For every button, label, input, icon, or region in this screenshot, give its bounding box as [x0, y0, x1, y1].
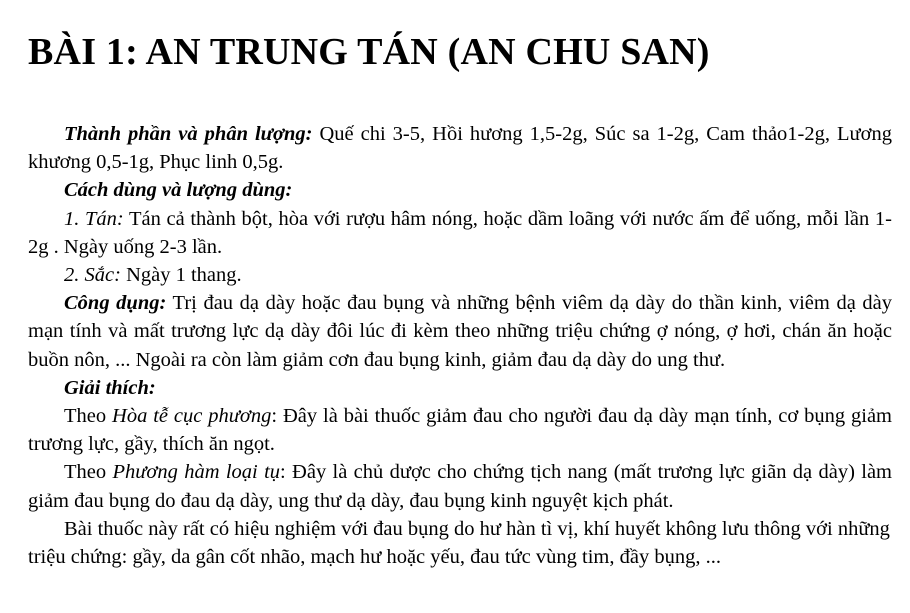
explanation-paragraph-2 — [28, 458, 892, 514]
usage-heading-line — [28, 176, 892, 204]
explanation-paragraph-1 — [28, 402, 892, 458]
explanation-heading-line — [28, 374, 892, 402]
explanation-heading: Giải thích: — [64, 376, 156, 399]
effect-paragraph — [28, 289, 892, 374]
usage-item-2-text: Ngày 1 thang. — [120, 264, 242, 287]
page-title: BÀI 1: AN TRUNG TÁN (AN CHU SAN) — [28, 31, 710, 73]
usage-item-1 — [28, 205, 892, 261]
explanation-p1-text: : Đây là bài thuốc giảm đau cho người đau dạ dày mạn tính, cơ bụng giảm trương lực, gầy, thích ăn ngọt. — [28, 405, 893, 456]
explanation-p2-text: : Đây là chủ dược cho chứng tịch nang (mất trương lực giãn dạ dày) làm giảm đau bụng do đau dạ dày, ung thư dạ dày, đau bụng kinh nguyệt kịch phát. — [28, 461, 892, 512]
effect-text: Trị đau dạ dày hoặc đau bụng và những bệnh viêm dạ dày do thần kinh, viêm dạ dày mạn tính và mất trương lực dạ dày đôi lúc đi kèm theo những triệu chứng ợ nóng, ợ hơi, chán ăn hoặc buồn nôn, ... Ngoài ra còn làm giảm cơn đau bụng kinh, giảm đau dạ dày do ung thư. — [28, 292, 892, 371]
explanation-p2-source: Phương hàm loại tụ — [112, 461, 281, 484]
composition-paragraph — [28, 120, 892, 176]
usage-heading: Cách dùng và lượng dùng: — [64, 179, 293, 202]
usage-item-1-label: 1. Tán: — [64, 207, 124, 230]
usage-item-2 — [28, 261, 892, 289]
explanation-paragraph-3: Bài thuốc này rất có hiệu nghiệm với đau bụng do hư hàn tì vị, khí huyết không lưu thông với những triệu chứng: gầy, da gân cốt nhão, mạch hư hoặc yếu, đau tức vùng tim, đầy bụng, ... — [28, 517, 890, 569]
explanation-p1-prefix: Theo — [64, 405, 113, 428]
effect-label: Công dụng: — [64, 292, 167, 315]
composition-text: Quế chi 3-5, Hồi hương 1,5-2g, Súc sa 1-2g, Cam thảo1-2g, Lương khương 0,5-1g, Phục linh 0,5g. — [28, 123, 892, 174]
composition-label: Thành phần và phân lượng: — [64, 123, 313, 145]
usage-item-1-text: Tán cả thành bột, hòa với rượu hâm nóng, hoặc dầm loãng với nước ấm để uống, mỗi lần 1-2g . Ngày uống 2-3 lần. — [28, 207, 892, 258]
usage-item-2-label: 2. Sắc: — [64, 264, 121, 287]
explanation-p2-prefix: Theo — [64, 461, 113, 484]
document-body — [28, 120, 892, 571]
explanation-p1-source: Hòa tễ cục phương — [112, 405, 272, 428]
